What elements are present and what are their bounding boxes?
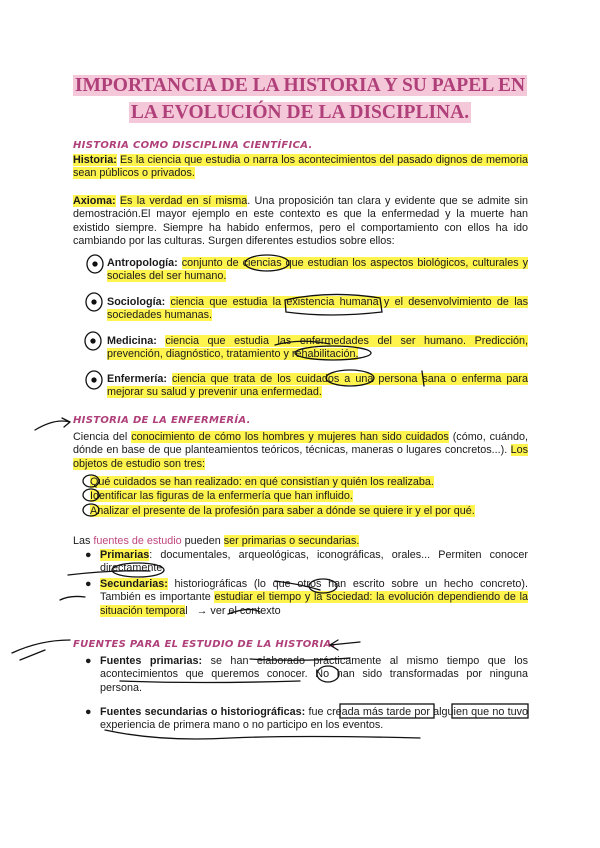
object-text: Qué cuidados se han realizado: en qué consistían y quién los realizaba. [90, 476, 434, 488]
item-def: conjunto de ciencias que estudian los aspectos biológicos, culturales y sociales del ser humano. [107, 257, 529, 283]
text-run-pink: fuentes de estudio [93, 535, 182, 547]
handwritten-note: → ver el contexto [196, 604, 281, 617]
enfermeria-paragraph [73, 431, 528, 471]
item-def: ciencia que trata de los cuidados a una persona sana o enferma para mejorar su salud y prevenir una enfermedad. [107, 373, 528, 399]
axioma-paragraph [73, 195, 528, 249]
object-2 [90, 490, 353, 503]
circle-marker-icon [87, 255, 103, 273]
item-term: Medicina: [107, 335, 157, 347]
circle-marker-icon [86, 293, 102, 311]
section-heading-3: FUENTES PARA EL ESTUDIO DE LA HISTORIA. [73, 639, 336, 650]
item-sociologia [107, 296, 528, 323]
bullet-def: historiográficas (lo que otros han escrito sobre un hecho concreto). También es importante [100, 578, 528, 604]
axioma-rest: . Una proposición tan clara y evidente que se admite sin demostración.El mayor ejemplo en este contexto es que la enfermedad y la muerte han existido siempre. Siempre ha habido enfermos, pero el comportamiento con ellos ha ido cambiando por las culturas. Surgen diferentes estudios sobre ellos: [73, 195, 529, 248]
arrow-icon [35, 421, 70, 430]
section-heading-2: HISTORIA DE LA ENFERMERÍA. [73, 415, 251, 426]
fuentes-paragraph [73, 535, 528, 548]
bullet-icon: ● [85, 549, 92, 561]
bullet-def: se han elaborado prácticamente al mismo tiempo que los acontecimientos que queremos conocer. No han sido transformadas por ninguna persona. [100, 655, 529, 694]
item-medicina [107, 335, 528, 362]
bullet-def: fue creada más tarde por alguien que no tuvo experiencia de primera mano o no participo en los eventos. [100, 706, 529, 732]
bullet-fuentes-primarias [85, 655, 529, 695]
bullet-def: : documentales, arqueológicas, iconográficas, orales... Permiten conocer directamente. [100, 549, 528, 575]
text-run: (cómo, cuándo, dónde en base de que planteamientos teóricos, técnicas, maneras o lugares concretos...). [73, 431, 528, 457]
text-run-highlight: conocimiento de cómo los hombres y mujeres han sido cuidados [131, 431, 449, 443]
item-def: ciencia que estudia las enfermedades del ser humano. Predicción, prevención, diagnóstico, tratamiento y rehabilitación. [107, 335, 528, 361]
item-enfermeria [107, 373, 528, 400]
object-1 [90, 476, 434, 489]
text-run: Las [73, 535, 94, 547]
object-3 [90, 505, 475, 518]
item-term: Enfermería: [107, 373, 168, 385]
section-heading-1: HISTORIA COMO DISCIPLINA CIENTÍFICA. [73, 140, 313, 151]
bullet-def-highlight: estudiar el tiempo y la sociedad: la evolución dependiendo de la situación tempora [100, 591, 528, 617]
historia-definition [73, 154, 528, 181]
bullet-icon: ● [85, 578, 92, 590]
object-text: Identificar las figuras de la enfermería que han influido. [90, 490, 353, 502]
bullet-fuentes-secundarias [85, 706, 529, 733]
axioma-term: Axioma: [73, 195, 116, 207]
bullet-def: l [185, 604, 188, 617]
historia-def: Es la ciencia que estudia o narra los acontecimientos del pasado dignos de memoria sean públicos o privados. [73, 154, 529, 180]
bullet-term: Fuentes primarias: [100, 655, 203, 667]
arrow-icon [12, 640, 70, 653]
bullet-term: Secundarias: [100, 578, 168, 590]
bullet-icon: ● [85, 706, 92, 718]
item-def: ciencia que estudia la existencia humana y el desenvolvimiento de las sociedades humanas. [107, 296, 528, 322]
text-run-highlight: ser primarias o secundarias. [223, 535, 360, 547]
bullet-icon: ● [85, 655, 92, 667]
historia-term: Historia: [73, 154, 117, 166]
item-term: Antropología: [107, 257, 178, 269]
object-text: Analizar el presente de la profesión para saber a dónde se quiere ir y el por qué. [90, 505, 475, 517]
bullet-secundarias [85, 578, 528, 618]
text-run-highlight: Los objetos de estudio son tres: [73, 444, 528, 470]
text-run: Ciencia del [73, 431, 132, 443]
bullet-term: Fuentes secundarias o historiográficas: [100, 706, 306, 718]
axioma-def: Es la verdad en sí misma [119, 195, 248, 207]
page-title: IMPORTANCIA DE LA HISTORIA Y SU PAPEL EN LA EVOLUCIÓN DE LA DISCIPLINA. [74, 75, 526, 123]
bullet-primarias [85, 549, 528, 576]
circle-marker-icon [86, 371, 102, 389]
item-antropologia [107, 257, 528, 284]
text-run: pueden [181, 535, 224, 547]
circle-marker-icon [85, 332, 101, 350]
item-term: Sociología: [107, 296, 166, 308]
bullet-term: Primarias [100, 549, 150, 561]
